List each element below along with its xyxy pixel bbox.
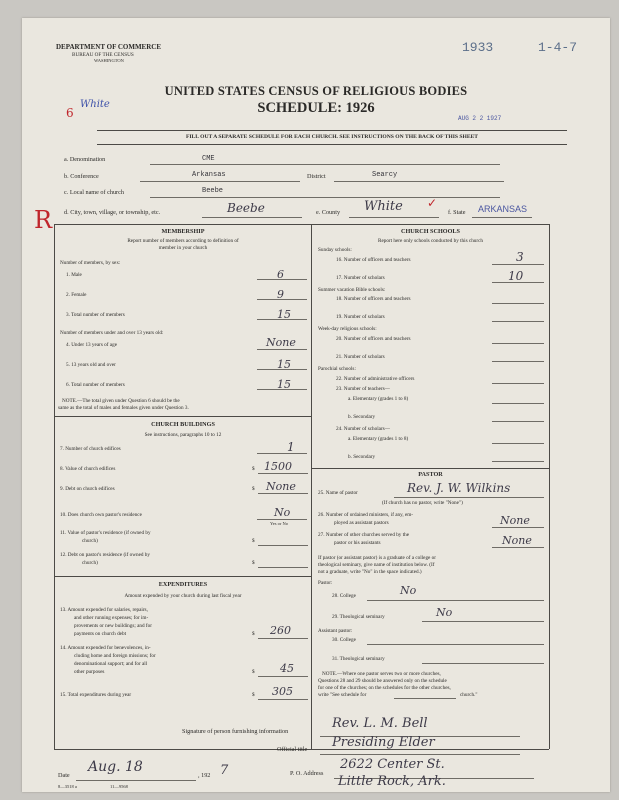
q14-line-1: 14. Amount expended for benevolences, in- — [60, 645, 151, 651]
census-schedule-sheet — [22, 18, 610, 792]
pastor-note-1: NOTE.—Where one pastor serves two or more churches, — [322, 671, 441, 677]
q2-value: 9 — [277, 288, 284, 301]
q3-label: 3. Total number of members — [66, 312, 125, 318]
q17-value: 10 — [508, 269, 524, 283]
q26-line-1: 26. Number of ordained ministers, if any, em- — [318, 512, 414, 518]
q5-value: 15 — [277, 358, 291, 371]
q9-label: 9. Debt on church edifices — [60, 486, 115, 492]
q29-value: No — [436, 606, 453, 619]
q27-line-2: pastor or his assistants — [334, 540, 381, 546]
q24-label: 24. Number of scholars— — [336, 426, 390, 432]
address-line-2: Little Rock, Ark. — [338, 774, 446, 789]
pastor-note-3: for one of the churches; on the schedules for the other churches, — [318, 685, 451, 691]
q13-line-2: and other running expenses; for im- — [74, 615, 149, 621]
pastor-note-4: write "See schedule for — [318, 692, 367, 698]
q26-value: None — [500, 514, 530, 527]
q21-label: 21. Number of scholars — [336, 354, 385, 360]
schools-intro: Report here only schools conducted by this church — [377, 238, 484, 244]
q7-label: 7. Number of church edifices — [60, 446, 121, 452]
year-value: 7 — [220, 763, 229, 778]
address-line-1: 2622 Center St. — [340, 757, 445, 772]
q28-label: 28. College — [332, 593, 356, 599]
age-heading: Number of members under and over 13 years old: — [60, 330, 164, 336]
q11-label-1: 11. Value of pastor's residence (if owned by — [60, 530, 151, 536]
q24a-label: a. Elementary (grades 1 to 8) — [348, 436, 409, 442]
q8-label: 8. Value of church edifices — [60, 466, 116, 472]
local-name-value: Beebe — [202, 187, 224, 195]
q14-line-2: cluding home and foreign missions; for — [74, 653, 156, 659]
state-value: ARKANSAS — [478, 204, 528, 214]
q9-value: None — [266, 480, 296, 493]
county-label: e. County — [316, 209, 341, 216]
q11-label-2: church) — [82, 538, 98, 544]
q16-value: 3 — [516, 250, 524, 264]
red-mark-word: White — [80, 99, 110, 110]
q13-line-1: 13. Amount expended for salaries, repairs, — [60, 607, 148, 613]
red-mark-number: 6 — [66, 106, 74, 120]
city-label: d. City, town, village, or township, etc. — [64, 209, 161, 216]
sunday-label: Sunday schools: — [318, 247, 352, 253]
local-name-label: c. Local name of church — [64, 189, 124, 196]
department-name: DEPARTMENT OF COMMERCE — [56, 43, 162, 51]
membership-heading: MEMBERSHIP — [161, 228, 205, 235]
q12-label-2: church) — [82, 560, 98, 566]
state-label: f. State — [448, 209, 466, 216]
q6-label: 6. Total number of members — [66, 382, 125, 388]
q27-line-1: 27. Number of other churches served by the — [318, 532, 410, 538]
q25-value: Rev. J. W. Wilkins — [407, 481, 511, 495]
q7-value: 1 — [287, 440, 295, 454]
q12-label-1: 12. Debt on pastor's residence (if owned by — [60, 552, 150, 558]
q1-value: 6 — [277, 268, 284, 281]
q5-label: 5. 13 years old and over — [66, 362, 116, 368]
college-note-2: theological seminary, give name of institution below. (If — [318, 562, 435, 568]
form-schedule: SCHEDULE: 1926 — [257, 100, 375, 116]
q10-hint: Yes or No — [270, 521, 289, 526]
q12-dollar: $ — [252, 560, 255, 566]
official-title-label: Official title — [277, 746, 308, 753]
q18-label: 18. Number of officers and teachers — [336, 296, 411, 302]
q23-label: 23. Number of teachers— — [336, 386, 390, 392]
q13-dollar: $ — [252, 631, 255, 637]
q15-value: 305 — [272, 685, 293, 698]
instruction-line: FILL OUT A SEPARATE SCHEDULE FOR EACH CHURCH. SEE INSTRUCTIONS ON THE BACK OF THIS SHEET — [185, 134, 479, 140]
q13-line-3: provements or new buildings; and for — [74, 623, 152, 629]
date-label: Date — [58, 772, 70, 779]
membership-intro-1: Report number of members according to definition of — [127, 238, 239, 244]
q28-value: No — [400, 584, 417, 597]
q19-label: 19. Number of scholars — [336, 314, 385, 320]
buildings-heading: CHURCH BUILDINGS — [151, 421, 215, 428]
red-letter-mark: R — [34, 206, 53, 234]
q3-value: 15 — [277, 308, 291, 321]
form-code-2: 11—9568 — [110, 784, 128, 789]
q20-label: 20. Number of officers and teachers — [336, 336, 411, 342]
bureau-name: BUREAU OF THE CENSUS — [72, 52, 134, 58]
q10-value: No — [274, 506, 291, 519]
q2-label: 2. Female — [66, 292, 87, 298]
q1-label: 1. Male — [66, 272, 82, 278]
membership-intro-2: member in your church — [158, 245, 208, 251]
q11-dollar: $ — [252, 538, 255, 544]
q8-value: 1500 — [264, 460, 292, 473]
q10-label: 10. Does church own pastor's residence — [60, 512, 142, 518]
q15-label: 15. Total expenditures during year — [60, 692, 132, 698]
college-note-3: not a graduate, write "No" in the space indicated.) — [318, 569, 422, 575]
q23a-label: a. Elementary (grades 1 to 8) — [348, 396, 409, 402]
q14-line-3: denominational support; and for all — [74, 661, 148, 667]
date-value: Aug. 18 — [88, 759, 143, 775]
q9-dollar: $ — [252, 486, 255, 492]
q24b-label: b. Secondary — [348, 454, 376, 460]
q14-line-4: other purposes — [74, 669, 105, 675]
weekday-label: Week-day religious schools: — [318, 326, 377, 332]
q15-dollar: $ — [252, 692, 255, 698]
denomination-label: a. Denomination — [64, 156, 106, 163]
q4-value: None — [266, 336, 296, 349]
q13-value: 260 — [270, 624, 291, 637]
district-value: Searcy — [372, 171, 398, 179]
q13-line-4: payments on church debt — [74, 631, 127, 637]
signature-value: Rev. L. M. Bell — [332, 716, 428, 731]
q27-value: None — [502, 534, 532, 547]
q14-dollar: $ — [252, 669, 255, 675]
q16-label: 16. Number of officers and teachers — [336, 257, 411, 263]
parochial-label: Parochial schools: — [318, 366, 356, 372]
q31-label: 31. Theological seminary — [332, 656, 385, 662]
pastor-note-2: Questions 28 and 29 should be answered only on the schedule — [318, 678, 447, 684]
denomination-value: CME — [202, 155, 215, 163]
form-code: 8—3518 a — [58, 784, 77, 789]
received-stamp: AUG 2 2 1927 — [458, 115, 502, 122]
q29-label: 29. Theological seminary — [332, 614, 385, 620]
schools-heading: CHURCH SCHOOLS — [401, 228, 460, 235]
q25-hint: (If church has no pastor, write "None") — [382, 500, 463, 506]
pastor-note-5: church." — [460, 692, 478, 698]
county-value: White — [364, 199, 403, 214]
membership-note-1: NOTE.—The total given under Question 6 should be the — [62, 398, 180, 404]
q8-dollar: $ — [252, 466, 255, 472]
q4-label: 4. Under 13 years of age — [66, 342, 117, 348]
form-title: UNITED STATES CENSUS OF RELIGIOUS BODIES — [164, 84, 468, 98]
q23b-label: b. Secondary — [348, 414, 376, 420]
expenditures-heading: EXPENDITURES — [158, 581, 208, 588]
q14-value: 45 — [280, 662, 294, 675]
red-check-icon: ✓ — [427, 196, 438, 210]
summer-label: Summer vacation Bible schools: — [318, 287, 386, 293]
q17-label: 17. Number of scholars — [336, 275, 385, 281]
district-label: District — [307, 173, 326, 180]
signature-label: Signature of person furnishing information — [182, 728, 289, 735]
file-code: 1-4-7 — [538, 40, 578, 55]
bureau-city: WASHINGTON — [94, 58, 124, 63]
college-note-1: If pastor (or assistant pastor) is a graduate of a college or — [318, 555, 436, 561]
official-title-value: Presiding Elder — [332, 735, 435, 750]
conference-label: b. Conference — [64, 173, 99, 180]
q6-value: 15 — [277, 378, 291, 391]
assistant-label: Assistant pastor: — [318, 628, 353, 634]
membership-note-2: same as the total of males and females given under Question 3. — [58, 405, 189, 411]
by-sex-label: Number of members, by sex: — [60, 260, 121, 266]
expenditures-intro: Amount expended by your church during last fiscal year — [124, 593, 242, 599]
q30-label: 30. College — [332, 637, 356, 643]
conference-value: Arkansas — [192, 171, 226, 179]
q25-label: 25. Name of pastor — [318, 490, 358, 496]
pastor-sub-label: Pastor: — [318, 580, 333, 586]
city-value: Beebe — [227, 201, 265, 215]
file-number: 1933 — [462, 40, 494, 55]
pastor-heading: PASTOR — [418, 471, 443, 478]
buildings-intro: See instructions, paragraphs 10 to 12 — [144, 432, 222, 438]
address-label: P. O. Address — [290, 770, 324, 777]
year-prefix: , 192 — [198, 772, 211, 779]
q22-label: 22. Number of administrative officers — [336, 376, 415, 382]
q26-line-2: ployed as assistant pastors — [334, 520, 389, 526]
